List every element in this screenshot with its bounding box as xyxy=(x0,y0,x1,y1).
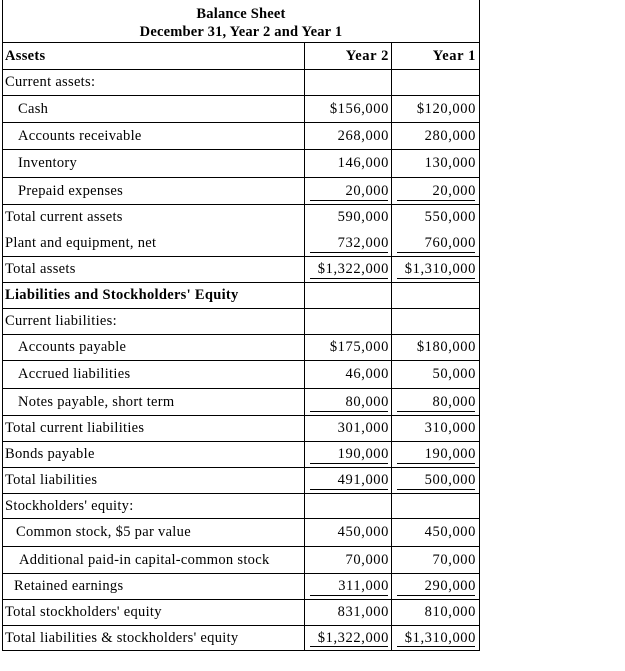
year1-value: 190,000 xyxy=(392,442,477,467)
year1-value: 550,000 xyxy=(424,209,476,226)
row-label: Notes payable, short term xyxy=(3,389,305,415)
year2-value: 70,000 xyxy=(305,547,392,573)
year1-value: $180,000 xyxy=(416,339,476,355)
row-label: Retained earnings xyxy=(3,574,305,599)
year1-value: 290,000 xyxy=(392,574,477,599)
table-row xyxy=(3,547,479,574)
row-label: Total assets xyxy=(3,257,305,282)
table-row xyxy=(3,519,479,547)
year2-value: 311,000 xyxy=(305,574,392,599)
table-title xyxy=(3,0,479,43)
year1-value: 130,000 xyxy=(424,155,476,171)
table-row xyxy=(3,574,479,600)
equity-heading: Stockholders' equity: xyxy=(3,494,305,518)
year2-value: $1,322,000 xyxy=(305,257,392,282)
table-row xyxy=(3,361,479,389)
table-row-group xyxy=(3,205,479,257)
section-row xyxy=(3,70,479,96)
year2-value: $1,322,000 xyxy=(305,626,392,650)
year1-value: 280,000 xyxy=(424,127,476,144)
year2-value: 301,000 xyxy=(305,416,392,441)
year1-value: 70,000 xyxy=(432,551,476,568)
balance-sheet-table xyxy=(2,0,480,651)
current-assets-heading: Current assets: xyxy=(3,70,305,95)
empty-cell xyxy=(392,70,477,95)
year2-value: 46,000 xyxy=(305,361,392,388)
empty-cell xyxy=(305,283,392,308)
year2-value: 190,000 xyxy=(305,442,392,467)
year2-value: 80,000 xyxy=(305,389,392,415)
column-header-row xyxy=(3,43,479,70)
year2-value: $175,000 xyxy=(305,335,392,360)
year2-value: 831,000 xyxy=(305,600,392,625)
table-row xyxy=(3,123,479,150)
year1-value: $120,000 xyxy=(416,100,476,117)
year1-header: Year 1 xyxy=(432,47,476,64)
year1-value: $1,310,000 xyxy=(392,257,477,282)
empty-cell xyxy=(392,494,477,518)
row-label: Additional paid-in capital-common stock xyxy=(3,547,305,573)
year1-value: 500,000 xyxy=(392,468,477,493)
row-label: Plant and equipment, net xyxy=(5,234,157,251)
empty-cell xyxy=(305,70,392,95)
subtitle: December 31, Year 2 and Year 1 xyxy=(139,24,343,40)
year2-value: 590,000 xyxy=(337,209,389,226)
year2-value: 450,000 xyxy=(305,519,392,546)
row-label-group xyxy=(3,205,305,256)
empty-cell xyxy=(392,309,477,334)
year2-value-group xyxy=(305,205,392,256)
empty-cell xyxy=(305,309,392,334)
year2-value: 491,000 xyxy=(305,468,392,493)
table-row xyxy=(3,178,479,205)
table-row xyxy=(3,600,479,626)
year2-value: 20,000 xyxy=(305,178,392,204)
year1-value: 50,000 xyxy=(432,366,476,382)
year2-value: 732,000 xyxy=(337,234,389,251)
year1-value: $1,310,000 xyxy=(392,626,477,650)
year1-value: 80,000 xyxy=(392,389,477,415)
row-label: Total liabilities & stockholders' equity xyxy=(3,626,305,650)
title: Balance Sheet xyxy=(196,6,286,22)
row-label: Bonds payable xyxy=(3,442,305,467)
section-row xyxy=(3,494,479,519)
assets-heading: Assets xyxy=(3,43,305,69)
section-row xyxy=(3,309,479,335)
year2-header: Year 2 xyxy=(305,43,392,69)
table-row xyxy=(3,96,479,123)
row-label: Common stock, $5 par value xyxy=(3,519,305,546)
row-label: Accounts payable xyxy=(3,335,305,360)
year1-value: 20,000 xyxy=(392,178,477,204)
table-row xyxy=(3,257,479,283)
year1-value: 310,000 xyxy=(424,420,476,436)
empty-cell xyxy=(392,283,477,308)
row-label: Prepaid expenses xyxy=(3,178,305,204)
row-label: Total liabilities xyxy=(3,468,305,493)
row-label: Accrued liabilities xyxy=(3,361,305,388)
year2-value: 268,000 xyxy=(305,123,392,149)
table-row xyxy=(3,468,479,494)
table-row xyxy=(3,150,479,178)
current-liabilities-heading: Current liabilities: xyxy=(3,309,305,334)
year1-value-group xyxy=(392,205,477,256)
table-row xyxy=(3,416,479,442)
row-label: Accounts receivable xyxy=(3,123,305,149)
year2-value: 146,000 xyxy=(305,150,392,177)
liabilities-heading: Liabilities and Stockholders' Equity xyxy=(3,283,305,308)
row-label: Total stockholders' equity xyxy=(3,600,305,625)
year2-value: $156,000 xyxy=(305,96,392,122)
table-row xyxy=(3,626,479,650)
row-label: Inventory xyxy=(3,150,305,177)
table-row xyxy=(3,335,479,361)
row-label: Cash xyxy=(3,96,305,122)
empty-cell xyxy=(305,494,392,518)
row-label: Total current liabilities xyxy=(3,416,305,441)
year1-value: 760,000 xyxy=(424,234,476,251)
table-row xyxy=(3,389,479,416)
section-row xyxy=(3,283,479,309)
year1-value: 810,000 xyxy=(424,604,476,620)
table-row xyxy=(3,442,479,468)
year1-value: 450,000 xyxy=(424,524,476,540)
row-label: Total current assets xyxy=(5,209,123,226)
